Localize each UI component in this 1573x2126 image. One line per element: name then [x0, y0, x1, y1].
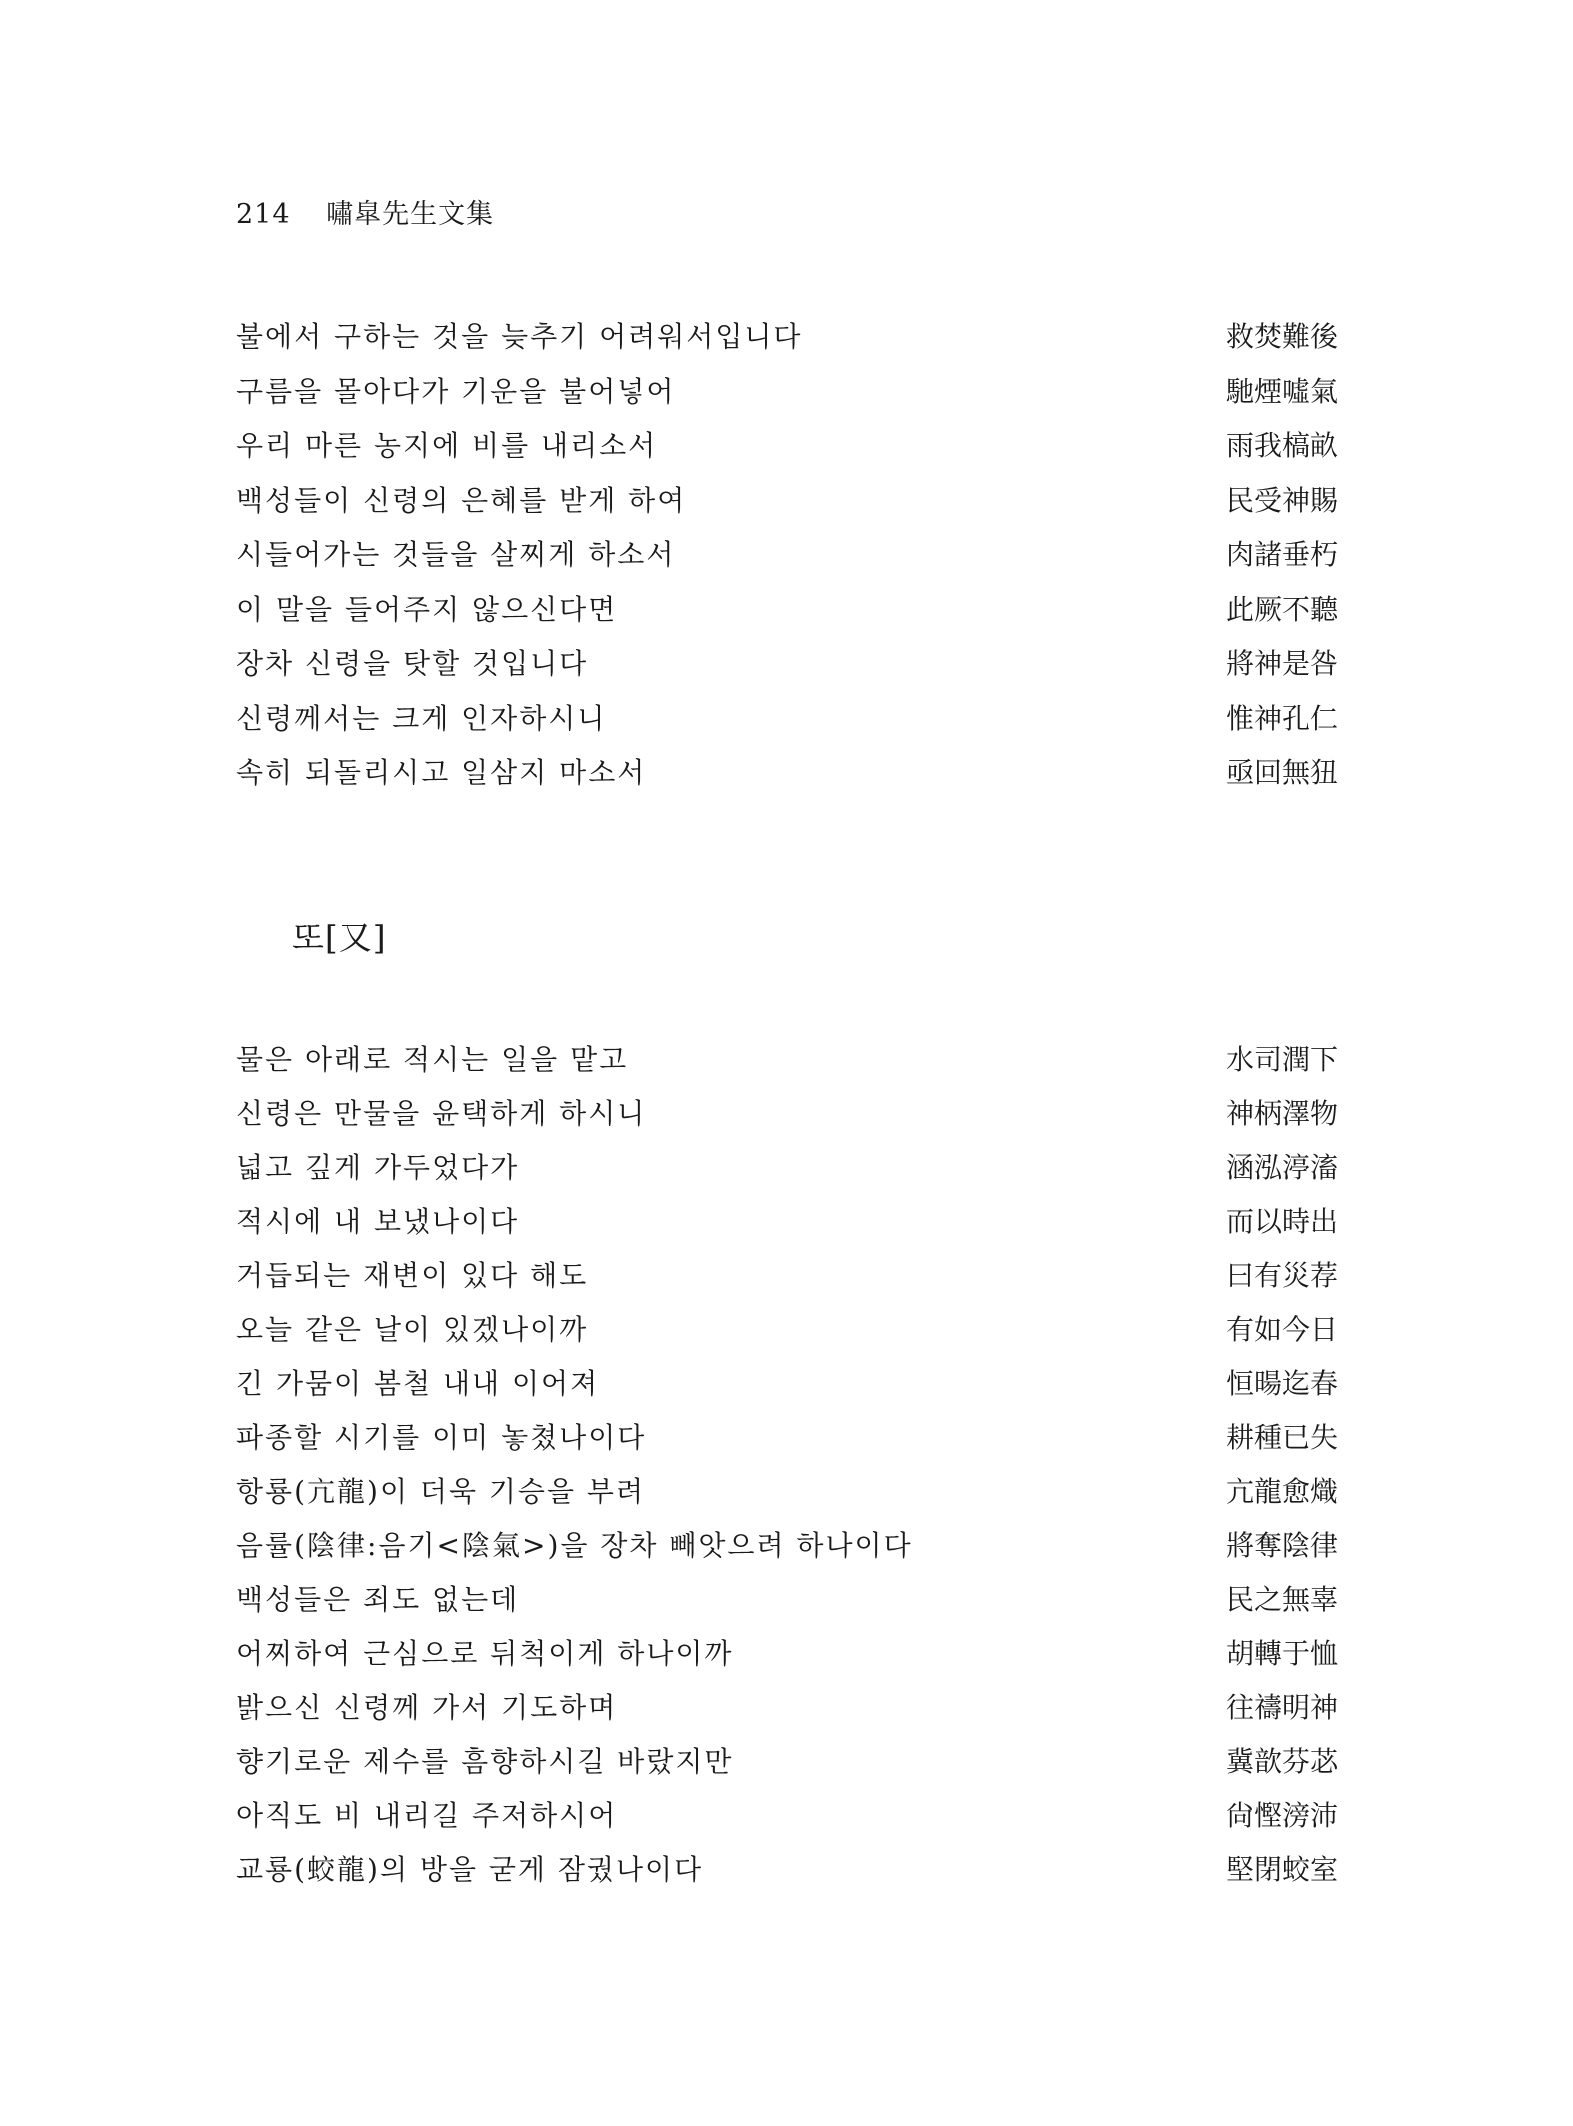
verse-line — [236, 1463, 1338, 1517]
hanja-original: 胡轉于恤 — [1225, 1637, 1338, 1670]
book-title: 嘯皐先生文集 — [326, 199, 495, 230]
hanja-original: 而以時出 — [1225, 1205, 1338, 1238]
korean-translation: 파종할 시기를 이미 놓쳤나이다 — [236, 1421, 647, 1454]
verse-line — [236, 1625, 1338, 1679]
verse-line — [236, 1247, 1338, 1301]
hanja-original: 民受神賜 — [1225, 483, 1338, 517]
korean-translation: 백성들이 신령의 은혜를 받게 하여 — [236, 483, 687, 517]
hanja-original: 尙慳滂沛 — [1225, 1799, 1338, 1832]
korean-translation: 장차 신령을 탓할 것입니다 — [236, 647, 589, 681]
korean-translation: 어찌하여 근심으로 뒤척이게 하나이까 — [236, 1637, 734, 1670]
verse-line — [236, 635, 1338, 690]
korean-translation: 거듭되는 재변이 있다 해도 — [236, 1259, 589, 1292]
hanja-original: 救焚難後 — [1225, 320, 1338, 354]
verse-line — [236, 1085, 1338, 1139]
korean-translation: 향기로운 제수를 흠향하시길 바랐지만 — [236, 1745, 734, 1778]
korean-translation: 긴 가뭄이 봄철 내내 이어져 — [236, 1367, 600, 1400]
hanja-original: 將神是咎 — [1225, 647, 1338, 681]
verse-line — [236, 308, 1338, 363]
korean-translation: 구름을 몰아다가 기운을 불어넣어 — [236, 374, 676, 408]
hanja-original: 馳煙噓氣 — [1225, 374, 1338, 408]
verse-line — [236, 1571, 1338, 1625]
verse-line — [236, 1733, 1338, 1787]
verse-line — [236, 1139, 1338, 1193]
verse-line — [236, 363, 1338, 418]
hanja-original: 涵泓渟滀 — [1225, 1151, 1338, 1184]
verse-line — [236, 1031, 1338, 1085]
hanja-original: 曰有災荐 — [1225, 1259, 1338, 1292]
verse-line — [236, 472, 1338, 527]
verse-line — [236, 1355, 1338, 1409]
verse-line — [236, 1193, 1338, 1247]
korean-translation: 이 말을 들어주지 않으신다면 — [236, 592, 618, 626]
page-number: 214 — [236, 199, 291, 230]
korean-translation: 백성들은 죄도 없는데 — [236, 1583, 520, 1616]
korean-translation: 적시에 내 보냈나이다 — [236, 1205, 520, 1238]
korean-translation: 우리 마른 농지에 비를 내리소서 — [236, 429, 658, 463]
hanja-original: 亟回無狃 — [1225, 756, 1338, 790]
hanja-original: 將奪陰律 — [1225, 1529, 1338, 1562]
korean-translation: 물은 아래로 적시는 일을 맡고 — [236, 1043, 629, 1076]
verse-line — [236, 744, 1338, 799]
verse-line — [236, 1517, 1338, 1571]
korean-translation: 오늘 같은 날이 있겠나이까 — [236, 1313, 589, 1346]
korean-translation: 시들어가는 것들을 살찌게 하소서 — [236, 538, 676, 572]
verse-line — [236, 1841, 1338, 1895]
verse-line — [236, 690, 1338, 745]
verse-stanza-2 — [236, 1031, 1338, 1895]
hanja-original: 恒暘迄春 — [1225, 1367, 1338, 1400]
verse-line — [236, 1301, 1338, 1355]
korean-translation: 넓고 깊게 가두었다가 — [236, 1151, 520, 1184]
hanja-original: 耕種已失 — [1225, 1421, 1338, 1454]
running-head — [236, 192, 494, 231]
verse-line — [236, 1787, 1338, 1841]
hanja-original: 肉諸垂朽 — [1225, 538, 1338, 572]
korean-translation: 속히 되돌리시고 일삼지 마소서 — [236, 756, 647, 790]
korean-translation: 항룡(亢龍)이 더욱 기승을 부려 — [236, 1475, 646, 1508]
section-title: 또[又] — [292, 918, 387, 957]
korean-translation: 교룡(蛟龍)의 방을 굳게 잠궜나이다 — [236, 1853, 704, 1886]
hanja-original: 往禱明神 — [1225, 1691, 1338, 1724]
verse-line — [236, 1409, 1338, 1463]
korean-translation: 신령께서는 크게 인자하시니 — [236, 701, 607, 735]
hanja-original: 民之無辜 — [1225, 1583, 1338, 1616]
hanja-original: 此厥不聽 — [1225, 592, 1338, 626]
korean-translation: 신령은 만물을 윤택하게 하시니 — [236, 1097, 647, 1130]
verse-line — [236, 526, 1338, 581]
hanja-original: 雨我槁畝 — [1225, 429, 1338, 463]
hanja-original: 有如今日 — [1225, 1313, 1338, 1346]
hanja-original: 亢龍愈熾 — [1225, 1475, 1338, 1508]
verse-line — [236, 1679, 1338, 1733]
korean-translation: 음률(陰律:음기<陰氣>)을 장차 빼앗으려 하나이다 — [236, 1529, 913, 1562]
hanja-original: 冀歆芬苾 — [1225, 1745, 1338, 1778]
hanja-original: 神柄澤物 — [1225, 1097, 1338, 1130]
korean-translation: 아직도 비 내리길 주저하시어 — [236, 1799, 618, 1832]
hanja-original: 堅閉蛟室 — [1225, 1853, 1338, 1886]
korean-translation: 불에서 구하는 것을 늦추기 어려워서입니다 — [236, 320, 803, 354]
hanja-original: 惟神孔仁 — [1225, 701, 1338, 735]
verse-stanza-1 — [236, 308, 1338, 799]
hanja-original: 水司潤下 — [1225, 1043, 1338, 1076]
korean-translation: 밝으신 신령께 가서 기도하며 — [236, 1691, 618, 1724]
verse-line — [236, 581, 1338, 636]
verse-line — [236, 417, 1338, 472]
